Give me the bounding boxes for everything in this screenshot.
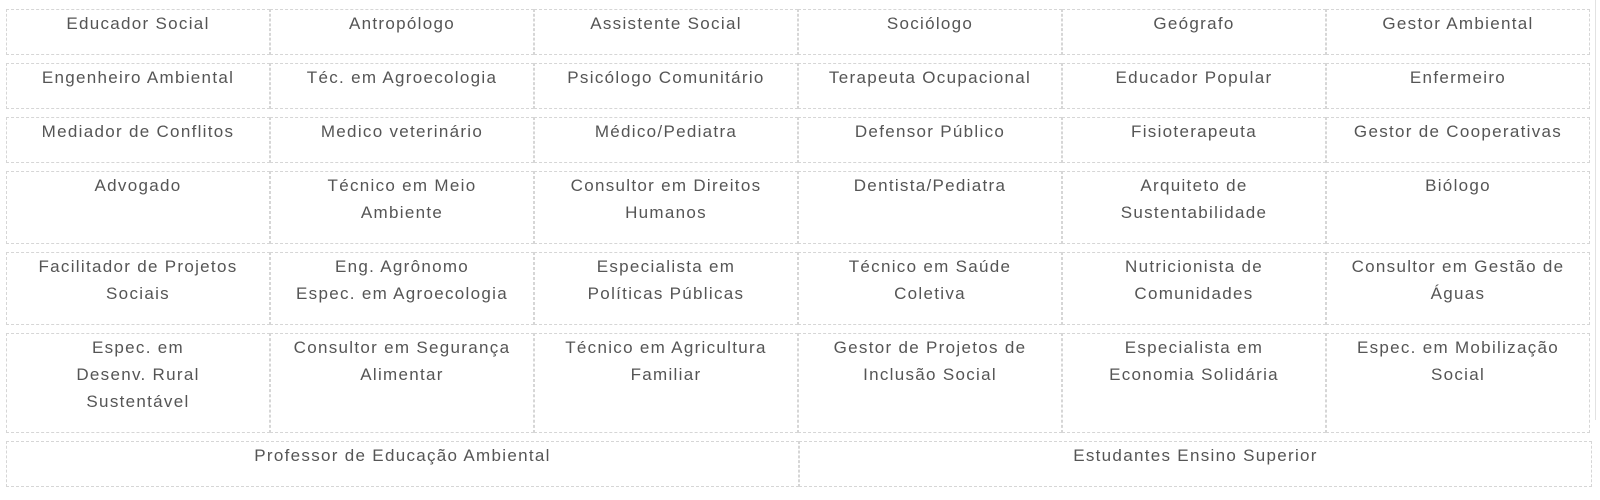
cell-text: Enfermeiro <box>1409 68 1507 87</box>
cell-text: Antropólogo <box>349 14 455 33</box>
grid-cell <box>1326 333 1590 433</box>
cell-text: Medico veterinário <box>320 122 484 141</box>
grid-cell <box>798 9 1062 55</box>
cell-text: Engenheiro Ambiental <box>41 68 235 87</box>
professions-grid <box>6 9 1592 495</box>
cell-text: Educador Popular <box>1115 68 1273 87</box>
edge-divider <box>1595 0 1596 420</box>
cell-text: Técnico em Agricultura <box>565 338 767 357</box>
cell-text: Social <box>1430 365 1486 384</box>
cell-text: Consultor em Segurança <box>293 338 511 357</box>
cell-text: Sociais <box>106 284 170 303</box>
grid-cell-wide <box>6 441 799 487</box>
cell-text: Defensor Público <box>854 122 1006 141</box>
grid-cell <box>798 333 1062 433</box>
cell-text: Geógrafo <box>1153 14 1235 33</box>
grid-cell <box>1062 252 1326 325</box>
grid-row <box>6 117 1592 163</box>
cell-text: Advogado <box>94 176 182 195</box>
cell-text: Ambiente <box>360 203 444 222</box>
cell-text: Educador Social <box>66 14 210 33</box>
cell-text: Dentista/Pediatra <box>853 176 1007 195</box>
cell-text: Psicólogo Comunitário <box>567 68 765 87</box>
grid-cell <box>798 117 1062 163</box>
cell-text: Biólogo <box>1425 176 1491 195</box>
cell-text: Comunidades <box>1134 284 1254 303</box>
cell-text: Inclusão Social <box>863 365 997 384</box>
grid-cell <box>270 333 534 433</box>
grid-cell <box>1062 63 1326 109</box>
grid-cell <box>798 252 1062 325</box>
cell-text: Assistente Social <box>590 14 742 33</box>
cell-text: Técnico em Saúde <box>848 257 1012 276</box>
cell-text: Alimentar <box>360 365 444 384</box>
grid-cell <box>1062 171 1326 244</box>
cell-text: Facilitador de Projetos <box>38 257 238 276</box>
cell-text: Espec. em <box>91 338 184 357</box>
cell-text: Sustentável <box>86 392 190 411</box>
grid-cell <box>270 252 534 325</box>
grid-row <box>6 441 1592 487</box>
cell-text: Consultor em Direitos <box>570 176 762 195</box>
grid-cell <box>798 63 1062 109</box>
grid-cell <box>798 171 1062 244</box>
cell-text: Nutricionista de <box>1125 257 1263 276</box>
cell-text: Gestor de Projetos de <box>833 338 1027 357</box>
grid-cell <box>6 171 270 244</box>
grid-cell <box>534 63 798 109</box>
grid-cell <box>1326 252 1590 325</box>
cell-text: Espec. em Agroecologia <box>296 284 508 303</box>
cell-text: Economia Solidária <box>1109 365 1279 384</box>
cell-text: Médico/Pediatra <box>594 122 738 141</box>
cell-text: Estudantes Ensino Superior <box>1073 446 1318 465</box>
cell-text: Gestor Ambiental <box>1382 14 1534 33</box>
cell-text: Gestor de Cooperativas <box>1353 122 1563 141</box>
cell-text: Eng. Agrônomo <box>334 257 470 276</box>
grid-cell <box>270 117 534 163</box>
grid-cell <box>534 117 798 163</box>
grid-cell <box>6 252 270 325</box>
cell-text: Terapeuta Ocupacional <box>828 68 1032 87</box>
cell-text: Professor de Educação Ambiental <box>254 446 551 465</box>
grid-cell <box>6 9 270 55</box>
grid-cell <box>1062 333 1326 433</box>
grid-cell <box>1062 117 1326 163</box>
cell-text: Fisioterapeuta <box>1131 122 1257 141</box>
grid-cell <box>6 333 270 433</box>
grid-cell <box>6 117 270 163</box>
grid-cell <box>534 252 798 325</box>
cell-text: Consultor em Gestão de <box>1351 257 1565 276</box>
cell-text: Políticas Públicas <box>587 284 745 303</box>
grid-row <box>6 252 1592 325</box>
grid-cell <box>270 9 534 55</box>
grid-cell <box>534 171 798 244</box>
grid-cell <box>1326 63 1590 109</box>
grid-cell <box>270 63 534 109</box>
cell-text: Especialista em <box>596 257 736 276</box>
grid-row <box>6 333 1592 433</box>
grid-cell <box>6 63 270 109</box>
cell-text: Mediador de Conflitos <box>41 122 235 141</box>
cell-text: Arquiteto de <box>1140 176 1248 195</box>
cell-text: Espec. em Mobilização <box>1356 338 1560 357</box>
grid-cell <box>1326 171 1590 244</box>
grid-cell <box>270 171 534 244</box>
cell-text: Humanos <box>625 203 707 222</box>
grid-cell <box>1326 117 1590 163</box>
grid-row <box>6 171 1592 244</box>
cell-text: Técnico em Meio <box>327 176 477 195</box>
cell-text: Águas <box>1430 284 1486 303</box>
grid-cell <box>1062 9 1326 55</box>
grid-cell <box>534 333 798 433</box>
grid-cell <box>1326 9 1590 55</box>
grid-row <box>6 9 1592 55</box>
grid-row <box>6 63 1592 109</box>
cell-text: Téc. em Agroecologia <box>306 68 498 87</box>
grid-cell <box>534 9 798 55</box>
cell-text: Desenv. Rural <box>76 365 200 384</box>
cell-text: Sociólogo <box>886 14 974 33</box>
cell-text: Especialista em <box>1124 338 1264 357</box>
grid-cell-wide <box>799 441 1592 487</box>
cell-text: Familiar <box>630 365 702 384</box>
cell-text: Coletiva <box>894 284 966 303</box>
cell-text: Sustentabilidade <box>1120 203 1268 222</box>
